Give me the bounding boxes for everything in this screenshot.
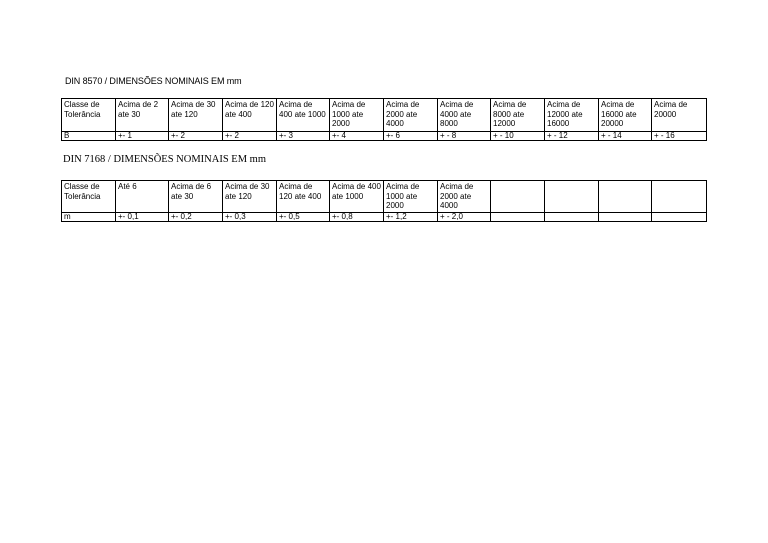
din8570-title: DIN 8570 / DIMENSÕES NOMINAIS EM mm	[65, 76, 242, 86]
header-cell: Acima de 120 ate 400	[277, 181, 330, 213]
table-header-row	[62, 181, 707, 213]
table-cell	[491, 213, 545, 222]
header-cell	[652, 181, 707, 213]
header-cell	[491, 181, 545, 213]
header-cell: Até 6	[116, 181, 169, 213]
table-cell: + - 14	[599, 132, 652, 141]
table-cell: + - 12	[545, 132, 599, 141]
table-cell	[652, 213, 707, 222]
table-cell: +- 4	[330, 132, 384, 141]
header-cell: Acima de 400 ate 1000	[330, 181, 384, 213]
din7168-title: DIN 7168 / DIMENSÕES NOMINAIS EM mm	[63, 154, 267, 165]
header-cell	[545, 181, 599, 213]
header-cell: Acima de 4000 ate 8000	[438, 99, 491, 132]
table-cell: +- 2	[169, 132, 223, 141]
table-cell: + - 16	[652, 132, 707, 141]
header-cell: Acima de 2 ate 30	[116, 99, 169, 132]
table-cell: +- 6	[384, 132, 438, 141]
table-cell: + - 8	[438, 132, 491, 141]
table-cell: +- 2	[223, 132, 277, 141]
table-cell: +- 3	[277, 132, 330, 141]
header-cell: Acima de 2000 ate 4000	[384, 99, 438, 132]
din8570-table	[61, 98, 707, 141]
table-cell: +- 1,2	[384, 213, 438, 222]
header-cell: Acima de 6 ate 30	[169, 181, 223, 213]
table-header-row	[62, 99, 707, 132]
table-cell: m	[62, 213, 116, 222]
header-cell: Acima de 12000 ate 16000	[545, 99, 599, 132]
table-row	[62, 213, 707, 222]
header-cell	[599, 181, 652, 213]
table-cell: + - 10	[491, 132, 545, 141]
header-cell: Classe de Tolerância	[62, 99, 116, 132]
header-cell: Classe de Tolerância	[62, 181, 116, 213]
table-cell: +- 0,8	[330, 213, 384, 222]
header-cell: Acima de 1000 ate 2000	[330, 99, 384, 132]
table-cell	[545, 213, 599, 222]
header-cell: Acima de 30 ate 120	[223, 181, 277, 213]
header-cell: Acima de 16000 ate 20000	[599, 99, 652, 132]
table-cell	[599, 213, 652, 222]
table-cell: +- 0,5	[277, 213, 330, 222]
table-cell: + - 2,0	[438, 213, 491, 222]
table-cell: +- 0,2	[169, 213, 223, 222]
table-row	[62, 132, 707, 141]
table-cell: B	[62, 132, 116, 141]
header-cell: Acima de 30 ate 120	[169, 99, 223, 132]
header-cell: Acima de 2000 ate 4000	[438, 181, 491, 213]
header-cell: Acima de 20000	[652, 99, 707, 132]
header-cell: Acima de 120 ate 400	[223, 99, 277, 132]
header-cell: Acima de 8000 ate 12000	[491, 99, 545, 132]
header-cell: Acima de 400 ate 1000	[277, 99, 330, 132]
table-cell: +- 0,1	[116, 213, 169, 222]
header-cell: Acima de 1000 ate 2000	[384, 181, 438, 213]
table-cell: +- 0,3	[223, 213, 277, 222]
din7168-table	[61, 180, 707, 222]
table-cell: +- 1	[116, 132, 169, 141]
